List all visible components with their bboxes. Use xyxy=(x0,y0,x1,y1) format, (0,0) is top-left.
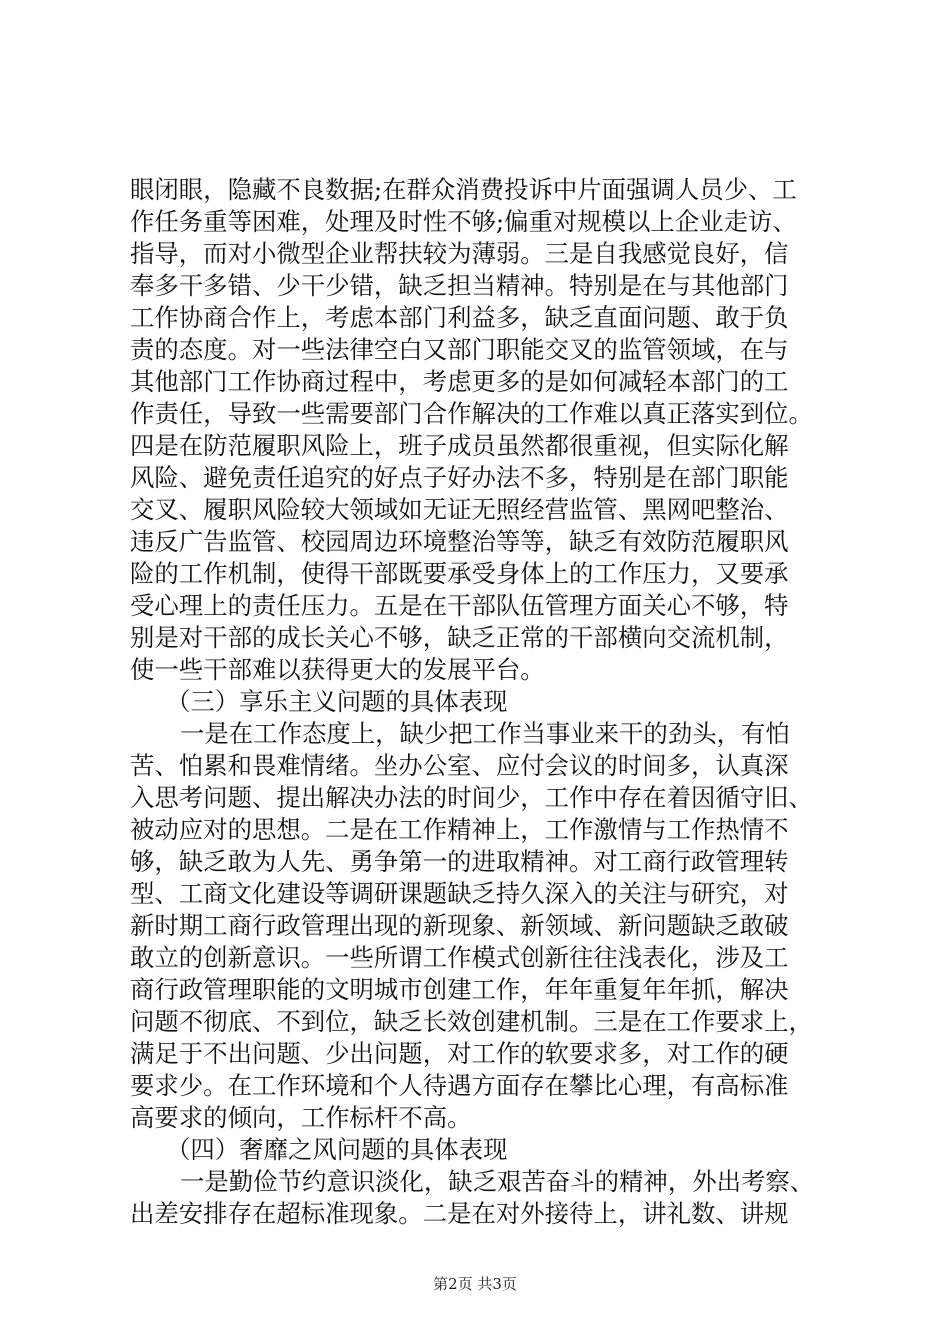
text-line: 问题不彻底、不到位，缺乏长效创建机制。三是在工作要求上， xyxy=(130,1007,813,1036)
page-number: 第2页 共3页 xyxy=(433,1275,517,1293)
text-line: 指导，而对小微型企业帮扶较为薄弱。三是自我感觉良好，信 xyxy=(130,239,789,268)
text-line: 入思考问题、提出解决办法的时间少，工作中存在着因循守旧、 xyxy=(130,783,813,812)
text-line: 其他部门工作协商过程中，考虑更多的是如何减轻本部门的工 xyxy=(130,367,789,396)
text-line: 四是在防范履职风险上，班子成员虽然都很重视，但实际化解 xyxy=(130,431,789,460)
text-line: 敢立的创新意识。一些所谓工作模式创新往往浅表化，涉及工 xyxy=(130,943,789,972)
section-heading: （四）奢靡之风问题的具体表现 xyxy=(166,1135,508,1164)
text-line: 作责任，导致一些需要部门合作解决的工作难以真正落实到位。 xyxy=(130,399,813,428)
text-line: 风险、避免责任追究的好点子好办法不多，特别是在部门职能 xyxy=(130,463,789,492)
text-line: 违反广告监管、校园周边环境整治等等，缺乏有效防范履职风 xyxy=(130,527,789,556)
text-line: 要求少。在工作环境和个人待遇方面存在攀比心理，有高标准 xyxy=(130,1071,789,1100)
text-line: 奉多干多错、少干少错，缺乏担当精神。特别是在与其他部门 xyxy=(130,271,789,300)
text-line: 眼闭眼，隐藏不良数据;在群众消费投诉中片面强调人员少、工 xyxy=(130,175,797,204)
text-line: 交叉、履职风险较大领域如无证无照经营监管、黑网吧整治、 xyxy=(130,495,789,524)
text-line: 苦、怕累和畏难情绪。坐办公室、应付会议的时间多，认真深 xyxy=(130,751,789,780)
text-line: 新时期工商行政管理出现的新现象、新领域、新问题缺乏敢破 xyxy=(130,911,789,940)
text-line: 责的态度。对一些法律空白又部门职能交叉的监管领域，在与 xyxy=(130,335,789,364)
paragraph xyxy=(130,174,830,686)
text-line: 满足于不出问题、少出问题，对工作的软要求多，对工作的硬 xyxy=(130,1039,789,1068)
text-line: 险的工作机制，使得干部既要承受身体上的工作压力，又要承 xyxy=(130,559,789,588)
text-line: 工作协商合作上，考虑本部门利益多，缺乏直面问题、敢于负 xyxy=(130,303,789,332)
text-line: 作任务重等困难，处理及时性不够;偏重对规模以上企业走访、 xyxy=(130,207,797,236)
text-line: 一是在工作态度上，缺少把工作当事业来干的劲头，有怕 xyxy=(180,719,790,748)
text-line: 商行政管理职能的文明城市创建工作，年年重复年年抓，解决 xyxy=(130,975,789,1004)
paragraph xyxy=(130,1166,830,1230)
text-line: 受心理上的责任压力。五是在干部队伍管理方面关心不够，特 xyxy=(130,591,789,620)
text-line: 使一些干部难以获得更大的发展平台。 xyxy=(130,655,545,684)
paragraph xyxy=(130,718,830,1134)
page-footer xyxy=(0,1274,950,1294)
text-line: 一是勤俭节约意识淡化，缺乏艰苦奋斗的精神，外出考察、 xyxy=(180,1167,815,1196)
section-heading: （三）享乐主义问题的具体表现 xyxy=(166,687,508,716)
text-line: 型、工商文化建设等调研课题缺乏持久深入的关注与研究，对 xyxy=(130,879,789,908)
text-line: 够，缺乏敢为人先、勇争第一的进取精神。对工商行政管理转 xyxy=(130,847,789,876)
text-line: 高要求的倾向，工作标杆不高。 xyxy=(130,1103,472,1132)
document-body xyxy=(130,174,830,1230)
text-line: 别是对干部的成长关心不够，缺乏正常的干部横向交流机制， xyxy=(130,623,789,652)
text-line: 被动应对的思想。二是在工作精神上，工作激情与工作热情不 xyxy=(130,815,789,844)
text-line: 出差安排存在超标准现象。二是在对外接待上，讲礼数、讲规 xyxy=(130,1199,789,1228)
